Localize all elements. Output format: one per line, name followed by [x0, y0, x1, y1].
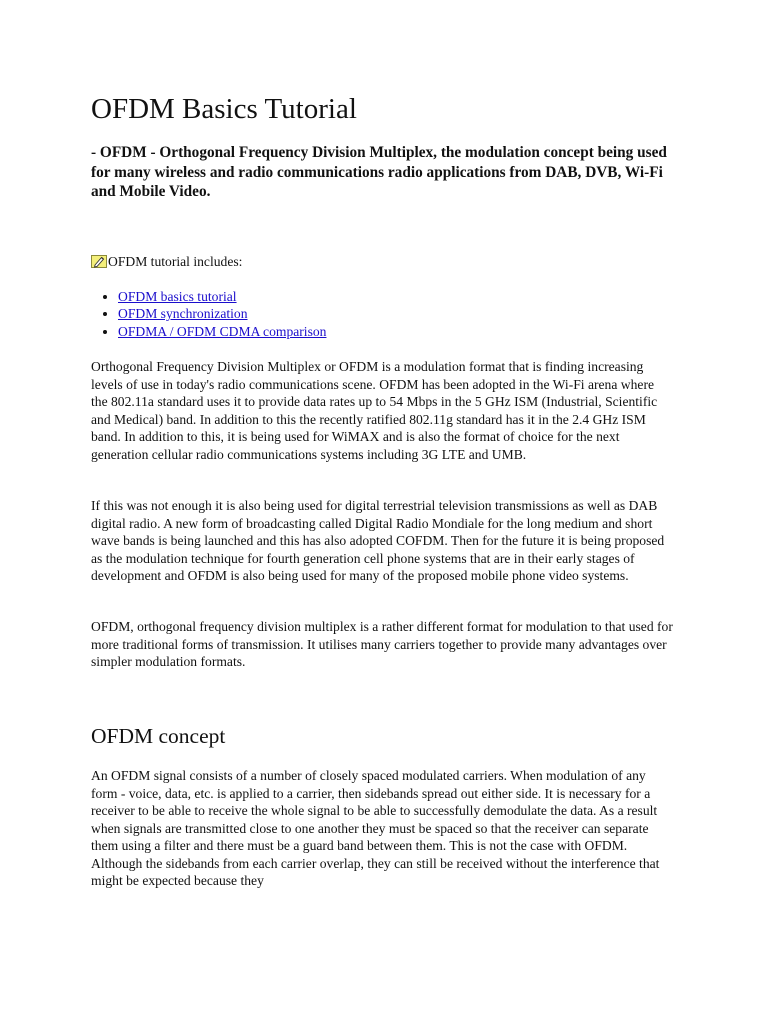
page-subtitle: - OFDM - Orthogonal Frequency Division Multiplex, the modulation concept being used for many wireless and radio communications radio applications from DAB, DVB, Wi-Fi and Mobile Video.: [91, 144, 667, 200]
list-item: [118, 288, 326, 305]
list-item: [118, 305, 326, 322]
body-paragraph: Orthogonal Frequency Division Multiplex or OFDM is a modulation format that is finding increasing levels of use in today's radio communications scene. OFDM has been adopted in the Wi-Fi arena where the 802.11a standard uses it to provide data rates up to 54 Mbps in the 5 GHz ISM (Industrial, Scientific and Medical) band. In addition to this the recently ratified 802.11g standard has it in the 2.4 GHz ISM band. In addition to this, it is being used for WiMAX and is also the format of choice for the next generation cellular radio communications systems including 3G LTE and UMB.: [91, 359, 658, 462]
link-ofdm-synchronization[interactable]: OFDM synchronization: [118, 306, 248, 322]
page-title: OFDM Basics Tutorial: [91, 93, 357, 125]
edit-note-icon: [91, 255, 107, 268]
body-paragraph: OFDM, orthogonal frequency division multiplex is a rather different format for modulation to that used for more traditional forms of transmission. It utilises many carriers together to provide many advantages over simpler modulation formats.: [91, 619, 673, 669]
tutorial-links-list: [91, 288, 326, 340]
link-ofdm-basics-tutorial[interactable]: OFDM basics tutorial: [118, 289, 237, 304]
body-paragraph: If this was not enough it is also being used for digital terrestrial television transmissions as well as DAB digital radio. A new form of broadcasting called Digital Radio Mondiale for the long medium and short wave bands is being launched and this has also adopted COFDM. Then for the future it is being proposed as the modulation technique for fourth generation cell phone systems that are in their early stages of development and OFDM is also being used for many of the proposed mobile phone video systems.: [91, 498, 665, 583]
list-item: [118, 323, 326, 340]
tutorial-includes-line: [91, 253, 242, 271]
link-ofdma-cdma-comparison[interactable]: OFDMA / OFDM CDMA comparison: [118, 323, 327, 339]
section-heading: OFDM concept: [91, 724, 226, 748]
tutorial-includes-label: OFDM tutorial includes:: [108, 254, 243, 269]
section-paragraph: An OFDM signal consists of a number of closely spaced modulated carriers. When modulation of any form - voice, data, etc. is applied to a carrier, then sidebands spread out either side. It is necessary for a receiver to be able to receive the whole signal to be able to successfully demodulate the data. As a result when signals are transmitted close to one another they must be spaced so that the receiver can separate them using a filter and there must be a guard band between them. This is not the case with OFDM. Although the sidebands from each carrier overlap, they can still be received without the interference that might be expected because they: [91, 768, 660, 888]
